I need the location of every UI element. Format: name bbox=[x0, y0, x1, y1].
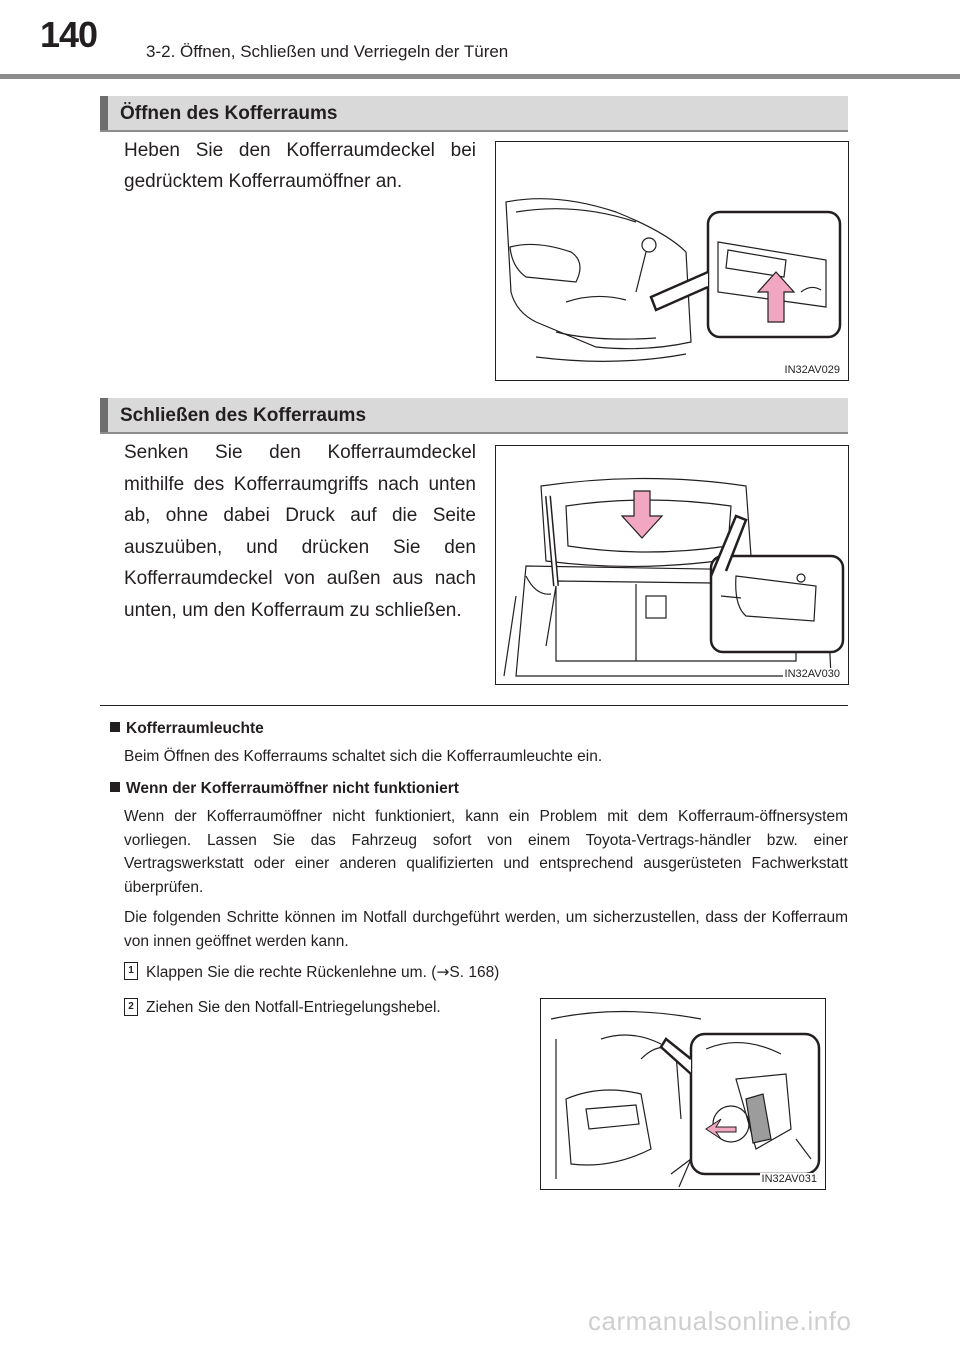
note-text-trunk-light: Beim Öffnen des Kofferraums schaltet sich die Kofferraumleuchte ein. bbox=[124, 748, 603, 765]
section-heading-text: Schließen des Kofferraums bbox=[120, 405, 367, 426]
section-heading-close-trunk bbox=[100, 398, 848, 434]
bullet-square-icon bbox=[110, 782, 120, 792]
open-trunk-instruction: Heben Sie den Kofferraumdeckel bei gedrücktem Kofferraumöffner an. bbox=[124, 140, 476, 192]
step-text-2: Ziehen Sie den Notfall-Entriegelungshebel. bbox=[146, 999, 441, 1016]
divider-rule bbox=[100, 705, 848, 706]
trunk-close-illustration bbox=[496, 446, 849, 685]
page-number: 140 bbox=[40, 14, 98, 55]
close-trunk-instruction: Senken Sie den Kofferraumdeckel mithilfe des Kofferraumgriffs nach unten ab, ohne dabei Druck auf die Seite auszuüben, und drücken Sie den Kofferraumdeckel von außen aus nach unten, um den Kofferraum zu schließen. bbox=[124, 442, 476, 621]
figure-code: IN32AV029 bbox=[784, 364, 840, 376]
note-text-opener-failure: Wenn der Kofferraumöffner nicht funktioniert, kann ein Problem mit dem Kofferraum-öffnersystem vorliegen. Lassen Sie das Fahrzeug sofort von einem Toyota-Vertrags-händler bzw. einer Vertragswerkstatt oder einer anderen qualifizierten und entsprechend ausgerüsteten Fachwerkstatt überprüfen. bbox=[124, 808, 848, 896]
figure-code: IN32AV031 bbox=[761, 1173, 817, 1185]
section-heading-open-trunk bbox=[100, 96, 848, 132]
note-heading-opener-failure: Wenn der Kofferraumöffner nicht funktioniert bbox=[110, 780, 459, 798]
step-number-1: 1 bbox=[124, 962, 138, 980]
note-text-emergency: Die folgenden Schritte können im Notfall durchgeführt werden, um sicherzustellen, dass der Kofferraum von innen geöffnet werden kann. bbox=[124, 909, 848, 950]
figure-code: IN32AV030 bbox=[784, 668, 840, 680]
arrow-right-icon: → bbox=[436, 963, 450, 981]
figure-emergency-release bbox=[540, 998, 826, 1190]
figure-open-trunk bbox=[495, 141, 849, 381]
header-rule bbox=[0, 74, 960, 79]
section-heading-bar bbox=[100, 398, 108, 432]
note-heading-trunk-light: Kofferraumleuchte bbox=[110, 720, 264, 738]
release-lever-illustration bbox=[541, 999, 826, 1190]
step-text-1: Klappen Sie die rechte Rückenlehne um. (→S. 168) bbox=[146, 963, 500, 981]
chapter-title: 3-2. Öffnen, Schließen und Verriegeln der Türen bbox=[146, 42, 509, 61]
footer-watermark: carmanualsonline.info bbox=[588, 1306, 852, 1336]
trunk-open-illustration bbox=[496, 142, 849, 381]
bullet-square-icon bbox=[110, 722, 120, 732]
figure-close-trunk bbox=[495, 445, 849, 685]
section-heading-text: Öffnen des Kofferraums bbox=[120, 103, 338, 124]
step-number-2: 2 bbox=[124, 998, 138, 1016]
section-heading-bar bbox=[100, 96, 108, 130]
